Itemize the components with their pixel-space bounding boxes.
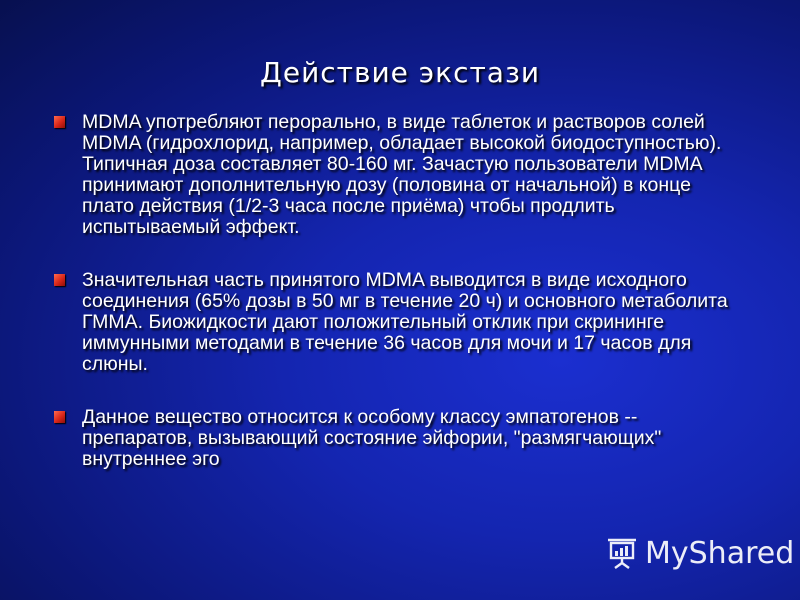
bullet-item — [54, 407, 744, 470]
bullet-square-icon — [54, 116, 65, 128]
bullet-list — [54, 112, 744, 502]
watermark-logo — [605, 533, 794, 573]
bullet-text: Значительная часть принятого MDMA выводится в виде исходного соединения (65% дозы в 50 мг в течение 20 ч) и основного метаболита ГММА. Биожидкости дают положительный отклик при скрининге иммунными методами в течение 36 часов для мочи и 17 часов для слюны. — [82, 269, 728, 375]
bullet-square-icon — [54, 274, 65, 286]
presentation-screen-icon — [605, 536, 639, 570]
bullet-item — [54, 270, 744, 375]
bullet-text: Данное вещество относится к особому классу эмпатогенов -- препаратов, вызывающий состояние эйфории, "размягчающих" внутреннее эго — [82, 406, 662, 470]
bullet-text: MDMA употребляют перорально, в виде таблеток и растворов солей MDMA (гидрохлорид, например, обладает высокой биодоступностью). Типичная доза составляет 80-160 мг. Зачастую пользователи MDMA принимают дополнительную дозу (половина от начальной) в конце плато действия (1/2-3 часа после приёма) чтобы продлить испытываемый эффект. — [82, 111, 722, 238]
bullet-item — [54, 112, 744, 238]
slide-title: Действие экстази — [259, 56, 541, 89]
bullet-square-icon — [54, 411, 65, 423]
watermark-text: MyShared — [645, 535, 795, 571]
